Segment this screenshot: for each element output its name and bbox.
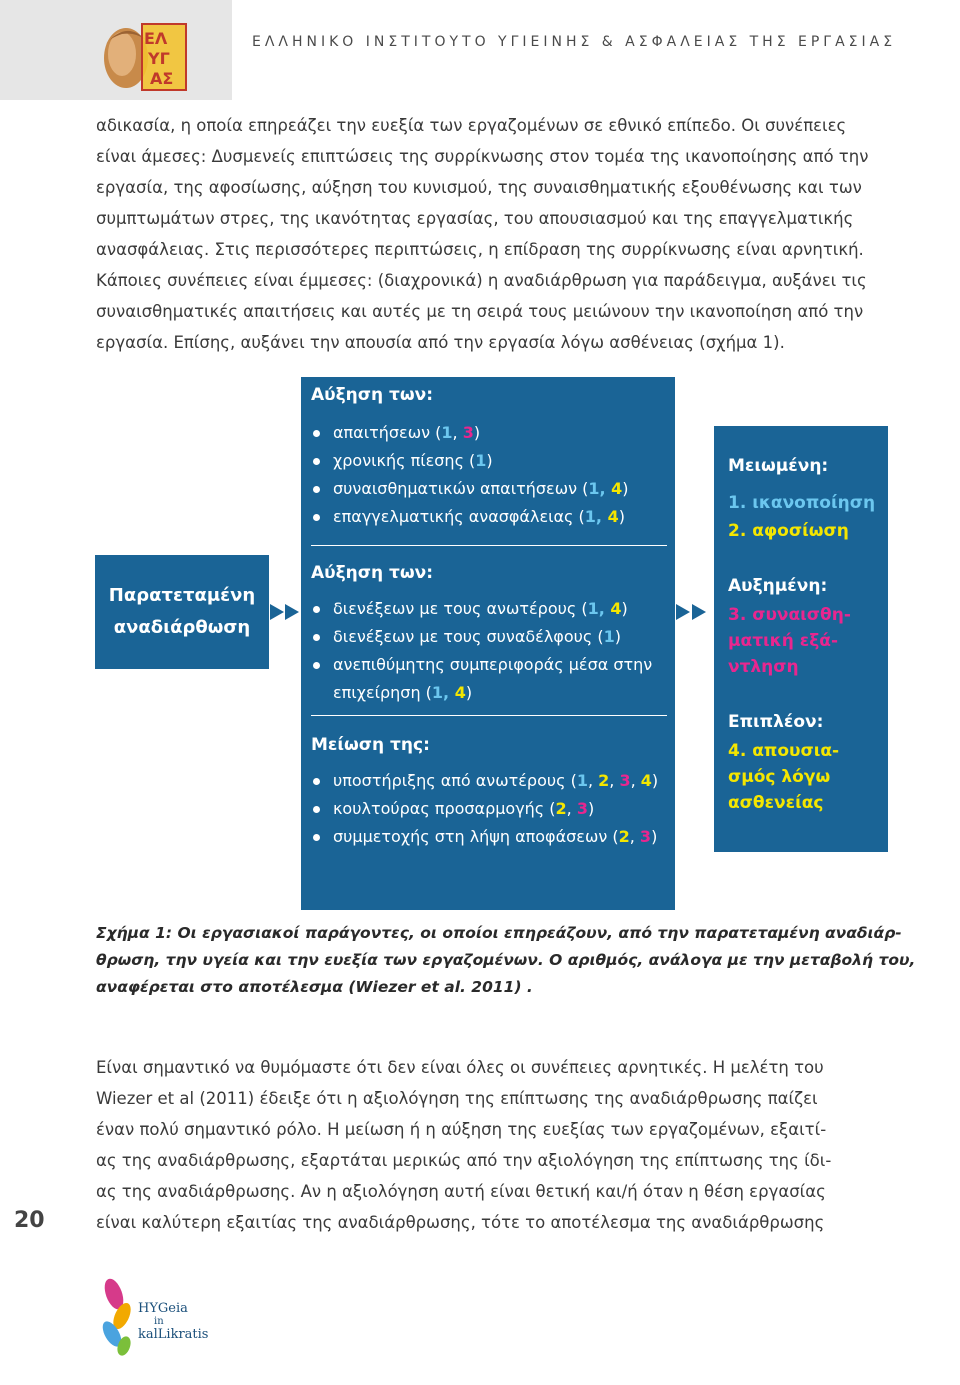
restructuring-box: [95, 555, 269, 669]
factor-item: υποστήριξης από ανωτέρους (1, 2, 3, 4): [311, 767, 669, 795]
reference-number: 2: [598, 771, 610, 790]
reference-number: ,: [587, 771, 599, 790]
institute-name: ΕΛΛΗΝΙΚΟ ΙΝΣΤΙΤΟΥΤΟ ΥΓΙΕΙΝΗΣ & ΑΣΦΑΛΕΙΑΣ ΤΗΣ ΕΡΓΑΣΙΑΣ: [252, 34, 897, 50]
outro-line: έναν πολύ σημαντικό ρόλο. Η μείωση ή η αύξηση της ευεξίας των εργαζομένων, εξαιτί-: [96, 1120, 827, 1139]
group3-title: Μείωση της:: [311, 735, 430, 755]
factor-item: διενέξεων με τους συναδέλφους (1): [311, 623, 669, 651]
reference-number: ,: [452, 423, 463, 442]
group1-list: [311, 419, 669, 531]
factor-item: χρονικής πίεσης (1): [311, 447, 669, 475]
outro-paragraph: [96, 1052, 888, 1238]
outro-line: είναι καλύτερη εξαιτίας της αναδιάρθρωσης, τότε το αποτέλεσμα της αναδιάρθρωσης: [96, 1213, 825, 1232]
reference-number: 1: [475, 451, 487, 470]
outro-line: Είναι σημαντικό να θυμόμαστε ότι δεν είναι όλες οι συνέπειες αρνητικές. Η μελέτη του: [96, 1058, 824, 1077]
factor-item: συναισθηματικών απαιτήσεων (1, 4): [311, 475, 669, 503]
caption-line: αναφέρεται στο αποτέλεσμα (Wiezer et al. 2011) .: [96, 978, 533, 996]
outcome-exhaustion-1: 3. συναισθη-: [728, 605, 851, 625]
divider: [311, 715, 667, 716]
outro-line: Wiezer et al (2011) έδειξε ότι η αξιολόγηση της επίπτωσης της αναδιάρθρωσης παίζει: [96, 1089, 818, 1108]
outcome-absence-3: ασθενείας: [728, 793, 824, 813]
caption-line: Σχήμα 1: Οι εργασιακοί παράγοντες, οι οποίοι επηρεάζουν, από την παρατεταμένη αναδιάρ-: [96, 924, 902, 942]
reference-number: 3: [462, 423, 474, 442]
reference-number: 2: [618, 827, 630, 846]
reference-number: 4: [640, 771, 652, 790]
reference-number: 1,: [587, 599, 611, 618]
arrow-right-icon: [676, 604, 690, 620]
institute-logo: [92, 14, 192, 94]
factor-item: επαγγελματικής ανασφάλειας (1, 4): [311, 503, 669, 531]
reference-number: ,: [566, 799, 577, 818]
reference-number: ,: [609, 771, 620, 790]
reference-number: 1: [603, 627, 615, 646]
arrow-right-icon: [285, 604, 299, 620]
reference-number: ,: [630, 771, 641, 790]
reference-number: 2: [555, 799, 567, 818]
intro-paragraph: [96, 110, 888, 358]
outcome-commitment: 2. αφοσίωση: [728, 521, 849, 541]
restructuring-label-1: Παρατεταμένη: [108, 585, 256, 606]
factor-item: συμμετοχής στη λήψη αποφάσεων (2, 3): [311, 823, 669, 851]
intro-line: συναισθηματικές απαιτήσεις και αυτές με τη σειρά τους μειώνουν την ικανοποίηση από την: [96, 302, 864, 321]
outcome-absence-1: 4. απουσια-: [728, 741, 840, 761]
figure-caption: [96, 920, 916, 1001]
reference-number: 1,: [584, 507, 608, 526]
outcomes-box: [714, 426, 888, 852]
logo-letters-2: ΥΓ: [148, 49, 170, 68]
factor-item: ανεπιθύμητης συμπεριφοράς μέσα στην επιχείρηση (1, 4): [311, 651, 669, 707]
logo-letters-1: ΕΛ: [144, 29, 168, 48]
intro-line: συμπτωμάτων στρες, της ικανότητας εργασίας, του απουσιασμού και της επαγγελματικής: [96, 209, 854, 228]
reference-number: 3: [576, 799, 588, 818]
outcome-exhaustion-2: ματική εξά-: [728, 631, 839, 651]
intro-line: αδικασία, η οποία επηρεάζει την ευεξία των εργαζομένων σε εθνικό επίπεδο. Οι συνέπειες: [96, 116, 847, 135]
factor-item: κουλτούρας προσαρμογής (2, 3): [311, 795, 669, 823]
reference-number: 1,: [588, 479, 612, 498]
reference-number: 4: [611, 479, 623, 498]
outcome-exhaustion-3: ντληση: [728, 657, 799, 677]
group2-list: [311, 595, 669, 707]
leaf-icon: [99, 1276, 134, 1357]
intro-line: εργασία, της αφοσίωσης, αύξηση του κυνισμού, της συναισθηματικής εξουθένωσης και των: [96, 178, 862, 197]
decreased-title: Μειωμένη:: [728, 456, 829, 476]
hygeia-logo: [96, 1272, 216, 1362]
group3-list: [311, 767, 669, 851]
intro-line: εργασία. Επίσης, αυξάνει την απουσία από την εργασία λόγω ασθένειας (σχήμα 1).: [96, 333, 785, 352]
reference-number: 4: [610, 599, 622, 618]
outro-line: ας της αναδιάρθρωσης, εξαρτάται μερικώς από την αξιολόγηση της επίπτωσης της ίδι-: [96, 1151, 832, 1170]
intro-line: ανασφάλειας. Στις περισσότερες περιπτώσεις, η επίδραση της συρρίκνωσης είναι αρνητική.: [96, 240, 864, 259]
footer-logo-line3: kalLikratis: [138, 1327, 209, 1342]
reference-number: 4: [454, 683, 466, 702]
reference-number: 4: [607, 507, 619, 526]
footer-logo-line1: HYGeia: [138, 1301, 188, 1316]
divider: [311, 545, 667, 546]
reference-number: 1: [576, 771, 588, 790]
outro-line: ας της αναδιάρθρωσης. Αν η αξιολόγηση αυτή είναι θετική και/ή όταν η θέση εργασίας: [96, 1182, 826, 1201]
additionally-title: Επιπλέον:: [728, 712, 824, 732]
reference-number: 3: [619, 771, 631, 790]
caption-line: θρωση, την υγεία και την ευεξία των εργαζομένων. Ο αριθμός, ανάλογα με την μεταβολή του,: [96, 951, 916, 969]
reference-number: 3: [639, 827, 652, 846]
reference-number: 1,: [431, 683, 455, 702]
reference-number: 1: [441, 423, 453, 442]
arrow-right-icon: [692, 604, 706, 620]
factor-item: απαιτήσεων (1, 3): [311, 419, 669, 447]
factors-box: [301, 377, 675, 910]
page-number: 20: [14, 1208, 45, 1233]
restructuring-label-2: αναδιάρθωση: [113, 617, 251, 638]
group2-title: Αύξηση των:: [311, 563, 434, 583]
logo-letters-3: ΑΣ: [150, 69, 174, 88]
arrow-right-icon: [270, 604, 284, 620]
outcome-absence-2: σμός λόγω: [728, 767, 831, 787]
intro-line: Κάποιες συνέπειες είναι έμμεσες: (διαχρονικά) η αναδιάρθρωση για παράδειγμα, αυξάνει τις: [96, 271, 867, 290]
outcome-satisfaction: 1. ικανοποίηση: [728, 493, 876, 513]
group1-title: Αύξηση των:: [311, 385, 434, 405]
intro-line: είναι άμεσες: Δυσμενείς επιπτώσεις της συρρίκνωσης στον τομέα της ικανοποίησης από την: [96, 147, 869, 166]
factor-item: διενέξεων με τους ανωτέρους (1, 4): [311, 595, 669, 623]
reference-number: ,: [629, 827, 640, 846]
footer-logo-line2: in: [154, 1316, 164, 1327]
increased-title: Αυξημένη:: [728, 576, 828, 596]
